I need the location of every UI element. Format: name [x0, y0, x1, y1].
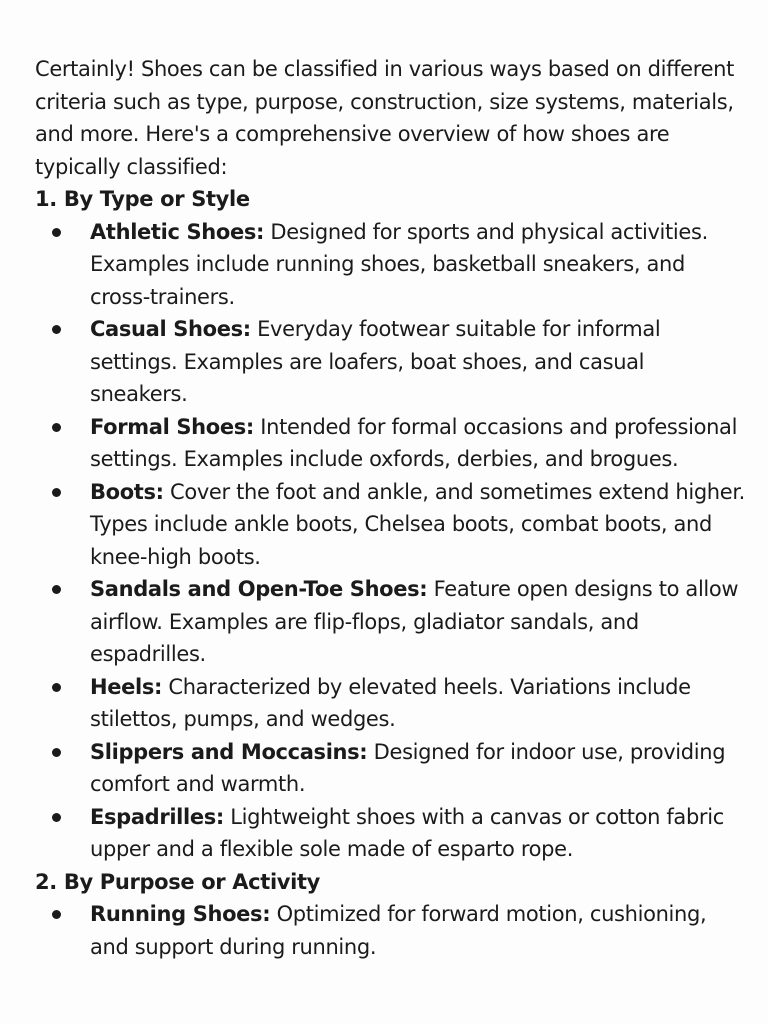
list-item: [35, 573, 745, 671]
bullet-icon: [52, 228, 61, 237]
item-term: Running Shoes:: [90, 902, 271, 926]
list-item: [35, 411, 745, 476]
bullet-icon: [52, 683, 61, 692]
item-description: Feature open designs to allow airflow. Examples are flip-flops, gladiator sandals, and espadrilles.: [90, 577, 739, 666]
item-term: Casual Shoes:: [90, 317, 251, 341]
item-description: Cover the foot and ankle, and sometimes extend higher. Types include ankle boots, Chelsea boots, combat boots, and knee-high boots.: [90, 479, 746, 569]
bullet-icon: [52, 488, 61, 497]
item-term: Sandals and Open-Toe Shoes:: [90, 577, 428, 601]
bullet-icon: [52, 585, 61, 594]
section-purpose-activity: [35, 866, 745, 964]
list-item: [35, 898, 745, 963]
bullet-list: [35, 216, 745, 866]
list-item: [35, 801, 745, 866]
list-item: [35, 476, 745, 574]
item-description: Characterized by elevated heels. Variations include stilettos, pumps, and wedges.: [90, 674, 691, 731]
item-term: Athletic Shoes:: [90, 219, 265, 244]
section-heading: 1. By Type or Style: [35, 187, 250, 211]
item-description: Everyday footwear suitable for informal settings. Examples are loafers, boat shoes, and casual sneakers.: [90, 317, 661, 406]
list-item: [35, 671, 745, 736]
bullet-icon: [52, 910, 61, 919]
bullet-list: [35, 898, 745, 963]
item-description: Designed for sports and physical activities. Examples include running shoes, basketball sneakers, and cross-trainers.: [90, 219, 708, 309]
list-item: [35, 313, 745, 411]
item-description: Designed for indoor use, providing comfort and warmth.: [90, 739, 726, 796]
bullet-icon: [52, 813, 61, 822]
item-term: Espadrilles:: [90, 804, 224, 829]
item-term: Heels:: [90, 674, 163, 699]
bullet-icon: [52, 748, 61, 757]
item-description: Lightweight shoes with a canvas or cotton fabric upper and a flexible sole made of esparto rope.: [90, 804, 724, 861]
section-type-style: [35, 183, 745, 866]
item-term: Boots:: [90, 479, 164, 504]
item-description: Optimized for forward motion, cushioning, and support during running.: [90, 902, 707, 959]
section-heading: 2. By Purpose or Activity: [35, 869, 321, 894]
item-term: Formal Shoes:: [90, 414, 254, 439]
document-body: [35, 53, 745, 963]
intro-paragraph: Certainly! Shoes can be classified in various ways based on different criteria such as type, purpose, construction, size systems, materials, and more. Here's a comprehensive overview of how shoes are typically classified:: [35, 57, 734, 179]
item-description: Intended for formal occasions and professional settings. Examples include oxfords, derbies, and brogues.: [90, 414, 738, 471]
list-item: [35, 736, 745, 801]
bullet-icon: [52, 325, 61, 334]
bullet-icon: [52, 423, 61, 432]
list-item: [35, 216, 745, 314]
item-term: Slippers and Moccasins:: [90, 739, 368, 764]
